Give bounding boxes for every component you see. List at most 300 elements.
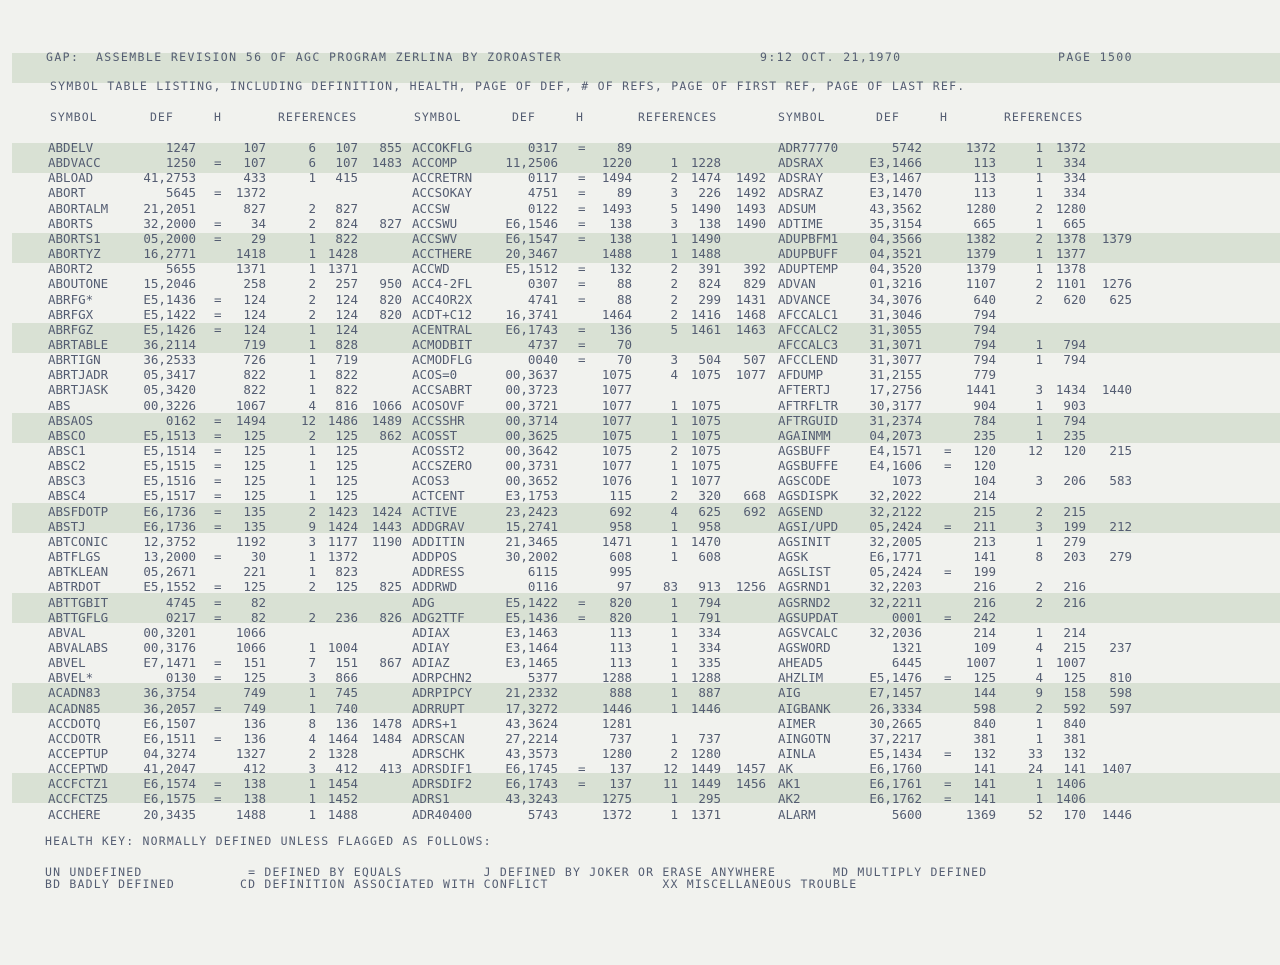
- first-ref-page: 1004: [327, 639, 358, 655]
- symbol-name: AK1: [778, 776, 801, 792]
- symbol-def: 5655: [165, 261, 196, 277]
- table-row: [0, 307, 1280, 322]
- symbol-health: =: [578, 140, 586, 155]
- first-ref-page: 1424: [327, 518, 358, 534]
- first-ref-page: 334: [698, 639, 721, 655]
- symbol-def: 43,3624: [505, 715, 558, 731]
- def-page: 1075: [601, 427, 632, 443]
- symbol-name: ABRTJADR: [48, 367, 109, 383]
- first-ref-page: 1101: [1055, 276, 1086, 292]
- last-ref-page: 413: [379, 761, 402, 777]
- symbol-def: E7,1457: [869, 685, 922, 701]
- symbol-name: ABTKLEAN: [48, 564, 109, 580]
- symbol-name: ACTCENT: [412, 488, 465, 504]
- ref-count: 1: [308, 321, 316, 337]
- ref-count: 4: [670, 503, 678, 519]
- first-ref-page: 665: [1063, 215, 1086, 231]
- def-page: 88: [616, 291, 632, 307]
- ref-count: 8: [308, 715, 316, 731]
- first-ref-page: 1488: [690, 246, 721, 262]
- first-ref-page: 1280: [690, 746, 721, 761]
- ref-count: 2: [308, 276, 316, 292]
- symbol-name: ABORTALM: [48, 200, 109, 216]
- ref-count: 6: [308, 155, 316, 171]
- ref-count: 1: [1035, 397, 1043, 413]
- def-page: 214: [973, 624, 996, 640]
- symbol-def: E5,1514: [143, 443, 196, 458]
- first-ref-page: 1228: [690, 155, 721, 171]
- ref-count: 4: [1035, 639, 1043, 655]
- first-ref-page: 279: [1063, 533, 1086, 549]
- symbol-def: 36,3754: [143, 685, 196, 701]
- ref-count: 1: [670, 655, 678, 671]
- col-header-symbol: SYMBOL: [778, 110, 826, 124]
- def-page: 125: [243, 579, 266, 595]
- first-ref-page: 1075: [690, 397, 721, 413]
- first-ref-page: 1406: [1055, 776, 1086, 792]
- ref-count: 3: [670, 352, 678, 368]
- ref-count: 2: [1035, 503, 1043, 519]
- def-page: 749: [243, 700, 266, 716]
- symbol-def: 00,3642: [505, 443, 558, 458]
- symbol-def: 05,3420: [143, 382, 196, 398]
- symbol-health: =: [944, 458, 952, 474]
- ref-count: 2: [1035, 230, 1043, 246]
- def-page: 141: [973, 791, 996, 807]
- symbol-def: 00,3226: [143, 397, 196, 413]
- symbol-def: 5600: [891, 806, 922, 822]
- ref-count: 1: [670, 549, 678, 565]
- first-ref-page: 1464: [327, 730, 358, 746]
- ref-count: 2: [308, 503, 316, 519]
- symbol-name: ABSC2: [48, 458, 86, 474]
- first-ref-page: 1288: [690, 670, 721, 686]
- symbol-name: ADDITIN: [412, 533, 465, 549]
- first-ref-page: 158: [1063, 685, 1086, 701]
- symbol-def: E6,1507: [143, 715, 196, 731]
- symbol-name: AGSLIST: [778, 564, 831, 580]
- symbol-name: ABOUTONE: [48, 276, 109, 292]
- def-page: 211: [973, 518, 996, 534]
- ref-count: 1: [308, 776, 316, 792]
- table-row: [0, 185, 1280, 200]
- def-page: 692: [609, 503, 632, 519]
- symbol-def: E5,1434: [869, 746, 922, 761]
- first-ref-page: 199: [1063, 518, 1086, 534]
- first-ref-page: 1416: [690, 306, 721, 322]
- symbol-name: AFCCALC2: [778, 321, 839, 337]
- first-ref-page: 824: [698, 276, 721, 292]
- def-page: 794: [973, 321, 996, 337]
- ref-count: 2: [308, 609, 316, 625]
- first-ref-page: 1075: [690, 367, 721, 383]
- ref-count: 1: [670, 700, 678, 716]
- ref-count: 1: [670, 670, 678, 686]
- symbol-def: 32,2036: [869, 624, 922, 640]
- table-row: [0, 564, 1280, 579]
- first-ref-page: 1461: [690, 321, 721, 337]
- symbol-name: ABTRDOT: [48, 579, 101, 595]
- def-page: 113: [973, 155, 996, 171]
- def-page: 1075: [601, 443, 632, 458]
- last-ref-page: 820: [379, 306, 402, 322]
- symbol-name: ACCHERE: [48, 806, 101, 822]
- def-page: 1379: [965, 246, 996, 262]
- def-page: 124: [243, 321, 266, 337]
- symbol-def: 32,2005: [869, 533, 922, 549]
- def-page: 107: [243, 140, 266, 155]
- first-ref-page: 334: [1063, 185, 1086, 201]
- symbol-name: AFTRGUID: [778, 412, 839, 428]
- table-row: [0, 716, 1280, 731]
- symbol-name: AGSUPDAT: [778, 609, 839, 625]
- table-row: [0, 473, 1280, 488]
- symbol-name: AGSRND1: [778, 579, 831, 595]
- ref-count: 2: [670, 306, 678, 322]
- def-page: 1107: [965, 276, 996, 292]
- first-ref-page: 107: [335, 155, 358, 171]
- def-page: 97: [616, 579, 632, 595]
- symbol-def: 6445: [891, 655, 922, 671]
- first-ref-page: 958: [698, 518, 721, 534]
- symbol-def: 32,2022: [869, 488, 922, 504]
- def-page: 104: [973, 473, 996, 489]
- def-page: 135: [243, 503, 266, 519]
- def-page: 136: [243, 715, 266, 731]
- symbol-def: 21,3465: [505, 533, 558, 549]
- col-header-def: DEF: [512, 110, 536, 124]
- symbol-def: 21,2332: [505, 685, 558, 701]
- symbol-name: ACCTHERE: [412, 246, 473, 262]
- ref-count: 2: [308, 579, 316, 595]
- first-ref-page: 381: [1063, 730, 1086, 746]
- last-ref-page: 692: [743, 503, 766, 519]
- first-ref-page: 125: [335, 458, 358, 474]
- symbol-def: E6,1736: [143, 518, 196, 534]
- symbol-name: ABTFLGS: [48, 549, 101, 565]
- symbol-name: ADRS+1: [412, 715, 458, 731]
- symbol-name: ACC4OR2X: [412, 291, 473, 307]
- def-page: 136: [243, 730, 266, 746]
- table-row: [0, 640, 1280, 655]
- col-header-references: REFERENCES: [278, 110, 358, 124]
- col-header-references: REFERENCES: [638, 110, 718, 124]
- first-ref-page: 827: [335, 200, 358, 216]
- symbol-def: 41,2753: [143, 170, 196, 186]
- symbol-def: E3,1464: [505, 639, 558, 655]
- symbol-name: ABVEL*: [48, 670, 94, 686]
- last-ref-page: 212: [1109, 518, 1132, 534]
- def-page: 30: [250, 549, 266, 565]
- symbol-def: 31,3055: [869, 321, 922, 337]
- symbol-name: ADG: [412, 594, 435, 610]
- ref-count: 1: [308, 549, 316, 565]
- first-ref-page: 1075: [690, 443, 721, 458]
- symbol-name: ACADN83: [48, 685, 101, 701]
- ref-count: 1: [1035, 412, 1043, 428]
- def-page: 141: [973, 776, 996, 792]
- symbol-name: ADRSDIF1: [412, 761, 473, 777]
- symbol-name: AGSBUFF: [778, 443, 831, 458]
- first-ref-page: 1177: [327, 533, 358, 549]
- ref-count: 1: [670, 427, 678, 443]
- symbol-def: 31,3071: [869, 336, 922, 352]
- symbol-name: ABORTS1: [48, 230, 101, 246]
- table-row: [0, 337, 1280, 352]
- symbol-def: E6,1760: [869, 761, 922, 777]
- def-page: 1076: [601, 473, 632, 489]
- ref-count: 2: [308, 291, 316, 307]
- last-ref-page: 1483: [371, 155, 402, 171]
- symbol-name: ADRPCHN2: [412, 670, 473, 686]
- first-ref-page: 320: [698, 488, 721, 504]
- symbol-name: ADDGRAV: [412, 518, 465, 534]
- def-page: 199: [973, 564, 996, 580]
- symbol-health: =: [578, 230, 586, 246]
- symbol-def: 0162: [165, 412, 196, 428]
- def-page: 113: [973, 185, 996, 201]
- symbol-name: ACENTRAL: [412, 321, 473, 337]
- last-ref-page: 1493: [735, 200, 766, 216]
- symbol-health: =: [578, 609, 586, 625]
- symbol-health: =: [214, 488, 222, 504]
- def-page: 779: [973, 367, 996, 383]
- symbol-def: 1073: [891, 473, 922, 489]
- ref-count: 3: [308, 533, 316, 549]
- first-ref-page: 334: [1063, 170, 1086, 186]
- symbol-name: AFCCALC3: [778, 336, 839, 352]
- symbol-def: E5,1436: [505, 609, 558, 625]
- def-page: 124: [243, 306, 266, 322]
- first-ref-page: 1372: [327, 549, 358, 565]
- first-ref-page: 1449: [690, 776, 721, 792]
- last-ref-page: 1484: [371, 730, 402, 746]
- ref-count: 12: [300, 412, 316, 428]
- last-ref-page: 950: [379, 276, 402, 292]
- symbol-def: 17,3272: [505, 700, 558, 716]
- symbol-def: 6115: [527, 564, 558, 580]
- symbol-def: E6,1745: [505, 761, 558, 777]
- symbol-def: E5,1516: [143, 473, 196, 489]
- first-ref-page: 136: [335, 715, 358, 731]
- symbol-def: E6,1743: [505, 776, 558, 792]
- def-page: 89: [616, 185, 632, 201]
- first-ref-page: 794: [1063, 412, 1086, 428]
- table-row: [0, 625, 1280, 640]
- ref-count: 5: [670, 200, 678, 216]
- last-ref-page: 392: [743, 261, 766, 277]
- def-page: 29: [250, 230, 266, 246]
- def-page: 141: [973, 549, 996, 565]
- ref-count: 1: [1035, 352, 1043, 368]
- last-ref-page: 826: [379, 609, 402, 625]
- table-row: [0, 292, 1280, 307]
- first-ref-page: 1449: [690, 761, 721, 777]
- symbol-def: E5,1436: [143, 291, 196, 307]
- def-page: 1280: [965, 200, 996, 216]
- symbol-name: ADG2TTF: [412, 609, 465, 625]
- symbol-health: =: [944, 670, 952, 686]
- table-row: [0, 746, 1280, 761]
- symbol-name: ACCDOTQ: [48, 715, 101, 731]
- ref-count: 1: [308, 352, 316, 368]
- first-ref-page: 295: [698, 791, 721, 807]
- def-page: 1369: [965, 806, 996, 822]
- def-page: 120: [973, 443, 996, 458]
- last-ref-page: 583: [1109, 473, 1132, 489]
- first-ref-page: 215: [1063, 639, 1086, 655]
- symbol-def: 12,3752: [143, 533, 196, 549]
- symbol-name: ABSC4: [48, 488, 86, 504]
- def-page: 749: [243, 685, 266, 701]
- symbol-name: ADRSDIF2: [412, 776, 473, 792]
- ref-count: 9: [1035, 685, 1043, 701]
- first-ref-page: 1075: [690, 412, 721, 428]
- symbol-name: ADR77770: [778, 140, 839, 155]
- first-ref-page: 737: [698, 730, 721, 746]
- last-ref-page: 1190: [371, 533, 402, 549]
- def-page: 665: [973, 215, 996, 231]
- ref-count: 1: [1035, 185, 1043, 201]
- symbol-name: AINGOTN: [778, 730, 831, 746]
- symbol-health: =: [214, 700, 222, 716]
- first-ref-page: 151: [335, 655, 358, 671]
- symbol-name: ABORTYZ: [48, 246, 101, 262]
- def-page: 995: [609, 564, 632, 580]
- symbol-name: ACCWD: [412, 261, 450, 277]
- ref-count: 2: [1035, 291, 1043, 307]
- ref-count: 2: [670, 261, 678, 277]
- symbol-name: ADSRAY: [778, 170, 824, 186]
- symbol-def: 00,3637: [505, 367, 558, 383]
- symbol-def: 31,3046: [869, 306, 922, 322]
- def-page: 82: [250, 609, 266, 625]
- table-row: [0, 170, 1280, 185]
- symbol-def: 20,3435: [143, 806, 196, 822]
- first-ref-page: 226: [698, 185, 721, 201]
- ref-count: 1: [308, 791, 316, 807]
- symbol-name: ADRS1: [412, 791, 450, 807]
- first-ref-page: 216: [1063, 594, 1086, 610]
- def-page: 1066: [235, 639, 266, 655]
- table-row: [0, 579, 1280, 594]
- def-page: 412: [243, 761, 266, 777]
- ref-count: 1: [308, 473, 316, 489]
- symbol-def: 0116: [527, 579, 558, 595]
- symbol-name: AGSCODE: [778, 473, 831, 489]
- col-header-def: DEF: [876, 110, 900, 124]
- def-page: 1371: [235, 261, 266, 277]
- last-ref-page: 1457: [735, 761, 766, 777]
- table-row: [0, 276, 1280, 291]
- first-ref-page: 1486: [327, 412, 358, 428]
- first-ref-page: 1446: [690, 700, 721, 716]
- symbol-health: =: [214, 458, 222, 474]
- last-ref-page: 855: [379, 140, 402, 155]
- def-page: 136: [609, 321, 632, 337]
- first-ref-page: 1372: [1055, 140, 1086, 155]
- ref-count: 1: [308, 382, 316, 398]
- symbol-name: ABSC3: [48, 473, 86, 489]
- table-row: [0, 246, 1280, 261]
- symbol-def: 31,3077: [869, 352, 922, 368]
- first-ref-page: 1077: [690, 473, 721, 489]
- first-ref-page: 1075: [690, 427, 721, 443]
- ref-count: 2: [1035, 700, 1043, 716]
- def-page: 1464: [601, 306, 632, 322]
- first-ref-page: 1452: [327, 791, 358, 807]
- last-ref-page: 1276: [1101, 276, 1132, 292]
- ref-count: 2: [670, 443, 678, 458]
- symbol-def: 31,2155: [869, 367, 922, 383]
- symbol-health: =: [578, 291, 586, 307]
- symbol-def: 5645: [165, 185, 196, 201]
- symbol-name: ACCSW: [412, 200, 450, 216]
- symbol-def: 34,3076: [869, 291, 922, 307]
- first-ref-page: 236: [335, 609, 358, 625]
- symbol-def: 05,2671: [143, 564, 196, 580]
- symbol-name: ABDVACC: [48, 155, 101, 171]
- table-row: [0, 428, 1280, 443]
- symbol-health: =: [944, 518, 952, 534]
- table-row: [0, 231, 1280, 246]
- first-ref-page: 125: [335, 443, 358, 458]
- symbol-health: =: [214, 579, 222, 595]
- symbol-def: E6,1771: [869, 549, 922, 565]
- last-ref-page: 1407: [1101, 761, 1132, 777]
- table-row: [0, 534, 1280, 549]
- ref-count: 1: [308, 443, 316, 458]
- ref-count: 1: [308, 700, 316, 716]
- def-page: 137: [609, 761, 632, 777]
- symbol-health: =: [944, 776, 952, 792]
- symbol-name: ABSFDOTP: [48, 503, 109, 519]
- symbol-def: 26,3334: [869, 700, 922, 716]
- symbol-health: =: [214, 549, 222, 565]
- ref-count: 1: [670, 594, 678, 610]
- ref-count: 52: [1027, 806, 1043, 822]
- ref-count: 2: [670, 746, 678, 761]
- first-ref-page: 334: [1063, 155, 1086, 171]
- def-page: 1372: [235, 185, 266, 201]
- symbol-name: ACOSOVF: [412, 397, 465, 413]
- ref-count: 1: [308, 685, 316, 701]
- def-page: 784: [973, 412, 996, 428]
- def-page: 820: [609, 594, 632, 610]
- first-ref-page: 866: [335, 670, 358, 686]
- symbol-def: 23,2423: [505, 503, 558, 519]
- def-page: 1372: [965, 140, 996, 155]
- symbol-health: =: [214, 655, 222, 671]
- def-page: 216: [973, 594, 996, 610]
- symbol-def: 5377: [527, 670, 558, 686]
- table-row: [0, 322, 1280, 337]
- symbol-def: 04,3520: [869, 261, 922, 277]
- ref-count: 1: [308, 639, 316, 655]
- symbol-name: ABRTJASK: [48, 382, 109, 398]
- last-ref-page: 1489: [371, 412, 402, 428]
- def-page: 124: [243, 291, 266, 307]
- symbol-health: =: [214, 791, 222, 807]
- first-ref-page: 125: [335, 579, 358, 595]
- last-ref-page: 1490: [735, 215, 766, 231]
- def-page: 215: [973, 503, 996, 519]
- def-page: 1382: [965, 230, 996, 246]
- first-ref-page: 125: [335, 427, 358, 443]
- symbol-def: 31,2374: [869, 412, 922, 428]
- symbol-def: 15,2046: [143, 276, 196, 292]
- symbol-name: ADIAX: [412, 624, 450, 640]
